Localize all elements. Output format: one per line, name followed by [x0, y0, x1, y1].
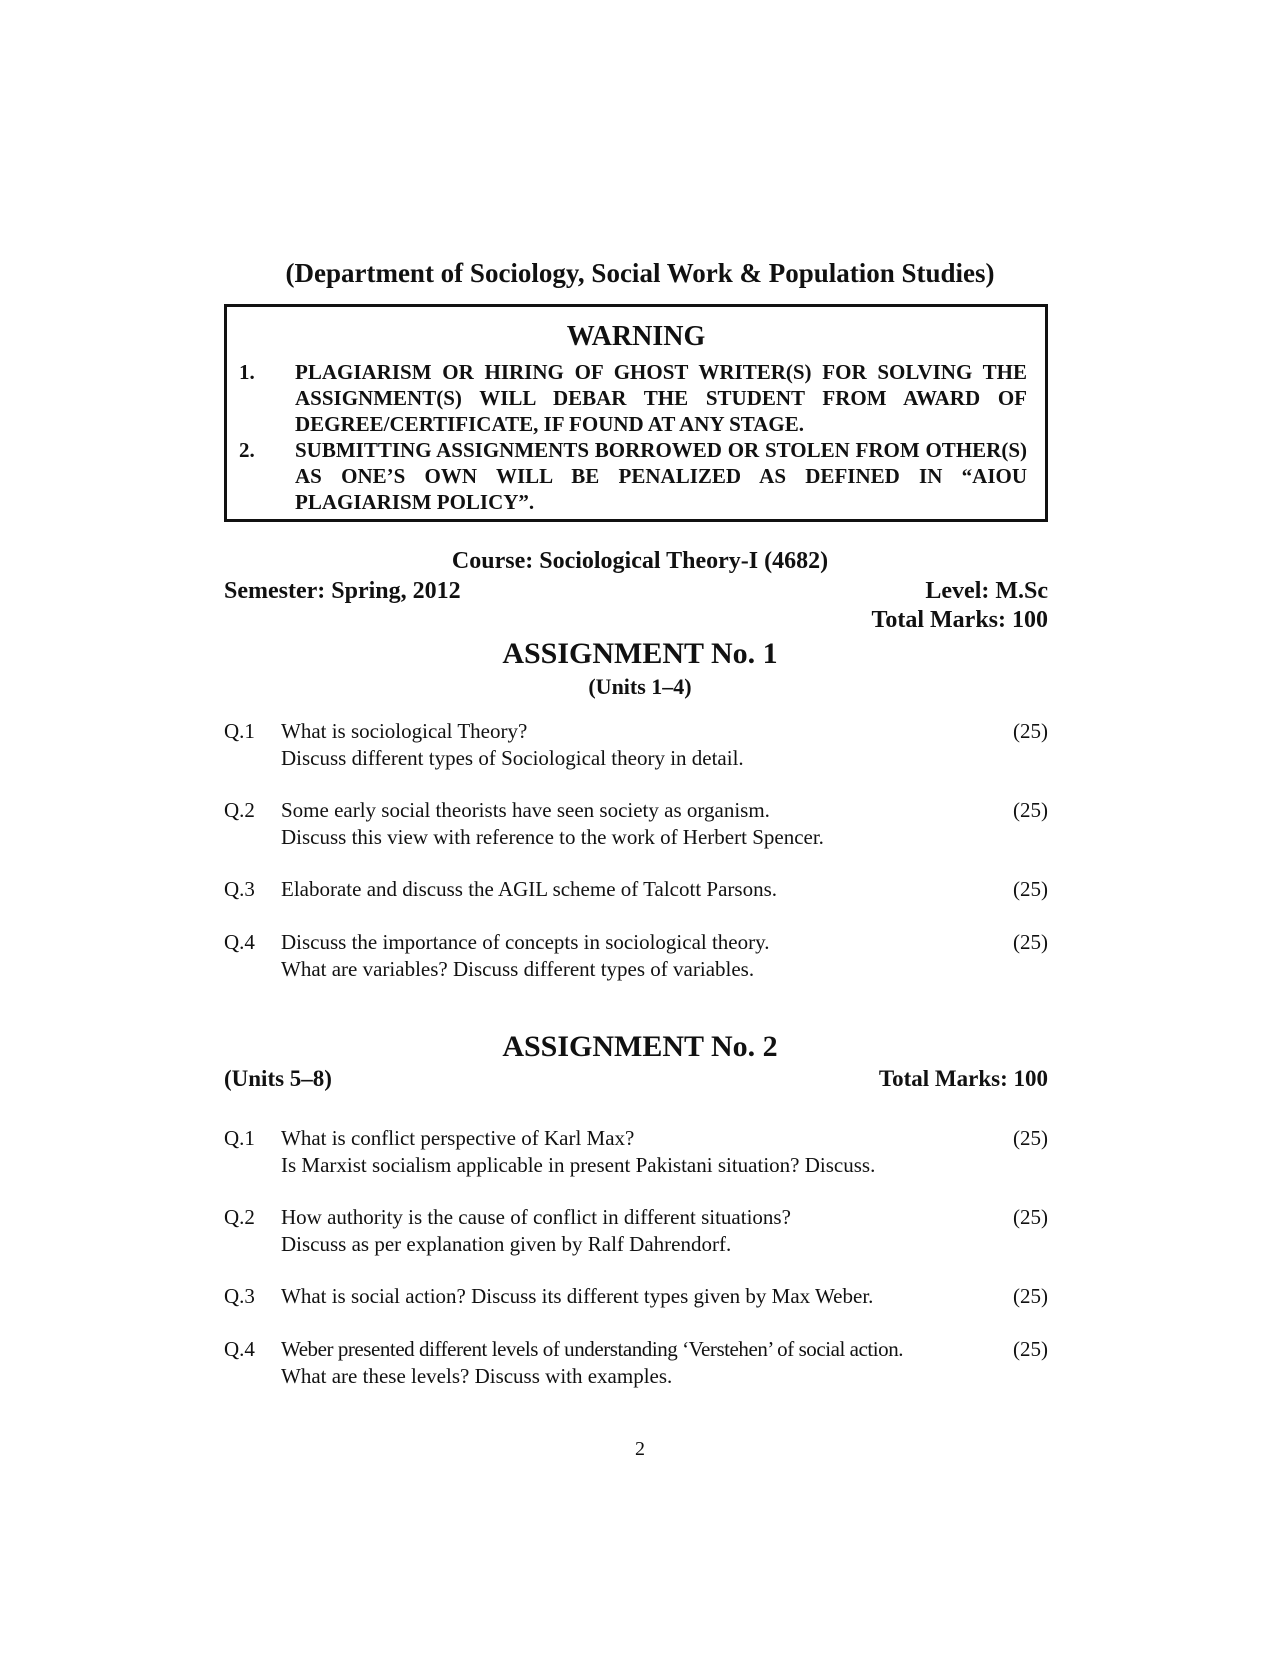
question-line: Discuss different types of Sociological theory in detail.: [281, 746, 744, 770]
warning-box: [224, 304, 1048, 522]
warning-item: [239, 437, 1027, 515]
question-text: [281, 1283, 1008, 1310]
course-title: Course: Sociological Theory-I (4682): [451, 548, 829, 574]
question-item: [224, 718, 1048, 772]
question-marks: (25): [1013, 877, 1048, 901]
semester: Semester: Spring, 2012: [224, 578, 461, 604]
question-marks: (25): [1013, 1337, 1048, 1361]
question-text: [281, 1336, 1006, 1390]
question-number: Q.4: [224, 1337, 255, 1361]
question-line: How authority is the cause of conflict in different situations?: [281, 1205, 791, 1229]
assignment-1-units: (Units 1–4): [588, 674, 692, 699]
question-marks: (25): [1013, 1126, 1048, 1150]
question-line: Weber presented different levels of understanding ‘Verstehen’ of social action.: [281, 1337, 904, 1361]
question-line: What are variables? Discuss different types of variables.: [281, 957, 755, 981]
total-marks: Total Marks: 100: [871, 607, 1048, 633]
question-item: [224, 1283, 1048, 1310]
level: Level: M.Sc: [925, 578, 1048, 604]
question-line: Elaborate and discuss the AGIL scheme of Talcott Parsons.: [281, 877, 777, 901]
question-number: Q.3: [224, 877, 255, 901]
question-text: [281, 1204, 1008, 1258]
question-text: [281, 718, 1008, 772]
warning-item-text: PLAGIARISM OR HIRING OF GHOST WRITER(S) FOR SOLVING THE ASSIGNMENT(S) WILL DEBAR THE STUDENT FROM AWARD OF DEGREE/CERTIFICATE, IF FOUND AT ANY STAGE.: [295, 360, 1027, 436]
question-number: Q.2: [224, 798, 255, 822]
question-line: Some early social theorists have seen society as organism.: [281, 798, 770, 822]
question-marks: (25): [1013, 1284, 1048, 1308]
question-number: Q.3: [224, 1284, 255, 1308]
question-text: [281, 797, 1008, 851]
question-number: Q.1: [224, 719, 255, 743]
question-marks: (25): [1013, 930, 1048, 954]
question-text: [281, 876, 1008, 903]
question-marks: (25): [1013, 1205, 1048, 1229]
question-item: [224, 929, 1048, 983]
question-number: Q.4: [224, 930, 255, 954]
warning-item-text: SUBMITTING ASSIGNMENTS BORROWED OR STOLEN FROM OTHER(S) AS ONE’S OWN WILL BE PENALIZED AS DEFINED IN “AIOU PLAGIARISM POLICY”.: [295, 438, 1027, 514]
department-heading: (Department of Sociology, Social Work & Population Studies): [285, 258, 995, 288]
question-item: [224, 797, 1048, 851]
assignment-2-title: ASSIGNMENT No. 2: [502, 1030, 778, 1063]
total-marks: Total Marks: 100: [878, 1066, 1048, 1091]
question-line: Discuss the importance of concepts in sociological theory.: [281, 930, 770, 954]
question-item: [224, 1204, 1048, 1258]
question-line: What is sociological Theory?: [281, 719, 528, 743]
question-marks: (25): [1013, 719, 1048, 743]
question-item: [224, 1336, 1048, 1390]
assignment-2-units: (Units 5–8): [224, 1066, 332, 1091]
question-number: Q.2: [224, 1205, 255, 1229]
question-item: [224, 1125, 1048, 1179]
question-marks: (25): [1013, 798, 1048, 822]
question-item: [224, 876, 1048, 903]
question-text: [281, 929, 1008, 983]
warning-item: [239, 359, 1027, 437]
page-number: 2: [635, 1438, 645, 1460]
question-line: Discuss this view with reference to the work of Herbert Spencer.: [281, 825, 824, 849]
warning-item-number: 1.: [239, 360, 255, 384]
warning-item-number: 2.: [239, 438, 255, 462]
question-line: What are these levels? Discuss with examples.: [281, 1364, 673, 1388]
question-line: Is Marxist socialism applicable in present Pakistani situation? Discuss.: [281, 1153, 876, 1177]
question-number: Q.1: [224, 1126, 255, 1150]
question-line: What is conflict perspective of Karl Max?: [281, 1126, 635, 1150]
warning-title: WARNING: [566, 321, 706, 352]
question-text: [281, 1125, 1008, 1179]
question-line: Discuss as per explanation given by Ralf Dahrendorf.: [281, 1232, 732, 1256]
assignment-1-title: ASSIGNMENT No. 1: [502, 637, 778, 670]
question-line: What is social action? Discuss its different types given by Max Weber.: [281, 1284, 874, 1308]
